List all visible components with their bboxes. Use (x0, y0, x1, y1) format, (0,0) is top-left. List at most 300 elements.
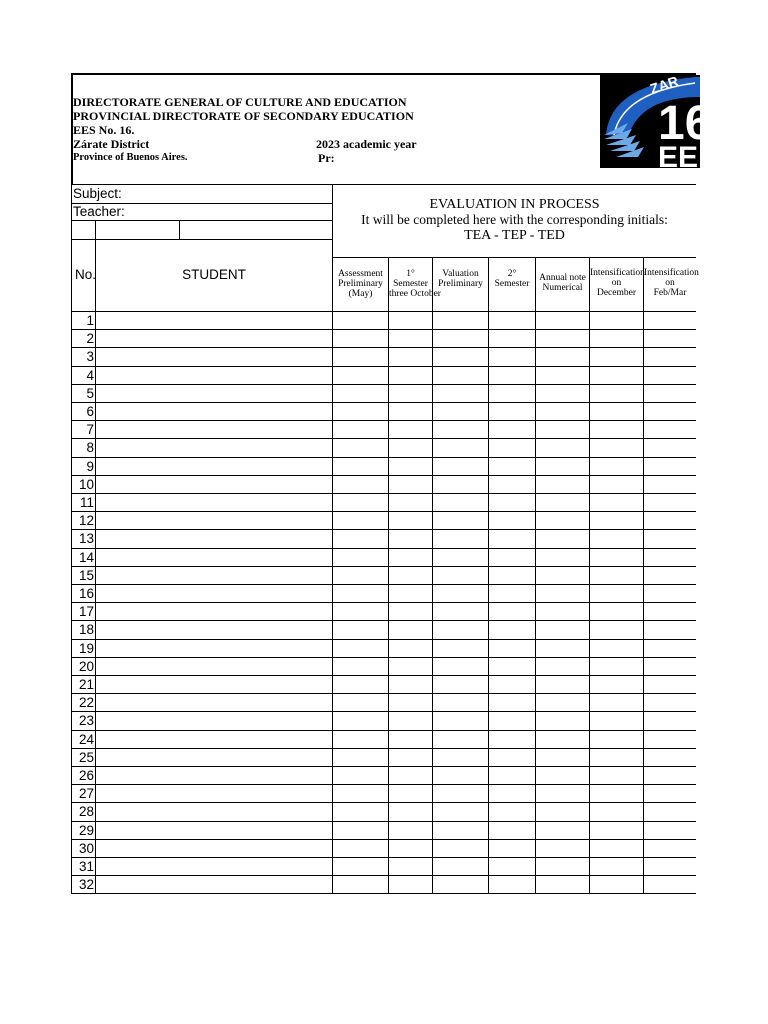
grade-cell[interactable] (535, 329, 589, 347)
grade-cell[interactable] (535, 548, 589, 566)
grade-cell[interactable] (388, 475, 432, 493)
table-row (71, 511, 696, 529)
student-name-cell[interactable] (95, 657, 332, 675)
grade-cell[interactable] (488, 784, 535, 802)
grade-cell[interactable] (488, 766, 535, 784)
grade-cell[interactable] (332, 347, 388, 365)
grade-cell[interactable] (432, 875, 488, 893)
grade-cell[interactable] (432, 384, 488, 402)
grade-cell[interactable] (643, 748, 696, 766)
grade-cell[interactable] (432, 821, 488, 839)
grade-cell[interactable] (589, 420, 643, 438)
grade-cell[interactable] (589, 584, 643, 602)
student-name-cell[interactable] (95, 857, 332, 875)
grade-cell[interactable] (332, 875, 388, 893)
grade-cell[interactable] (332, 457, 388, 475)
grade-cell[interactable] (488, 311, 535, 329)
grade-cell[interactable] (432, 802, 488, 820)
grade-cell[interactable] (388, 384, 432, 402)
grade-cell[interactable] (432, 675, 488, 693)
student-name-cell[interactable] (95, 457, 332, 475)
grade-cell[interactable] (332, 529, 388, 547)
row-number: 26 (71, 766, 95, 784)
grade-cell[interactable] (432, 438, 488, 456)
grade-cell[interactable] (488, 839, 535, 857)
grade-cell[interactable] (432, 857, 488, 875)
grade-cell[interactable] (332, 693, 388, 711)
grade-cell[interactable] (432, 748, 488, 766)
grade-cell[interactable] (488, 511, 535, 529)
grade-cell[interactable] (643, 384, 696, 402)
evaluation-subtitle: It will be completed here with the corresponding initials: (361, 212, 668, 227)
grade-cell[interactable] (535, 584, 589, 602)
grade-cell[interactable] (332, 329, 388, 347)
grade-cell[interactable] (643, 602, 696, 620)
row-number: 22 (71, 693, 95, 711)
student-name-cell[interactable] (95, 548, 332, 566)
grade-cell[interactable] (388, 766, 432, 784)
grade-cell[interactable] (535, 802, 589, 820)
grade-cell[interactable] (589, 438, 643, 456)
grade-cell[interactable] (589, 693, 643, 711)
grade-cell[interactable] (388, 493, 432, 511)
grade-cell[interactable] (589, 730, 643, 748)
grade-cell[interactable] (589, 802, 643, 820)
grade-cell[interactable] (388, 821, 432, 839)
grade-cell[interactable] (589, 511, 643, 529)
grade-cell[interactable] (332, 493, 388, 511)
grade-cell[interactable] (488, 748, 535, 766)
grade-cell[interactable] (589, 748, 643, 766)
grade-cell[interactable] (388, 347, 432, 365)
student-name-cell[interactable] (95, 748, 332, 766)
grade-cell[interactable] (535, 839, 589, 857)
grade-cell[interactable] (432, 620, 488, 638)
grade-cell[interactable] (388, 511, 432, 529)
grade-cell[interactable] (643, 584, 696, 602)
grade-cell[interactable] (643, 857, 696, 875)
grade-cell[interactable] (535, 821, 589, 839)
col-second-semester (488, 257, 535, 311)
grade-cell[interactable] (332, 639, 388, 657)
grade-cell[interactable] (432, 311, 488, 329)
student-name-cell[interactable] (95, 766, 332, 784)
evaluation-codes: TEA - TEP - TED (464, 228, 565, 243)
grade-cell[interactable] (432, 730, 488, 748)
grade-cell[interactable] (488, 584, 535, 602)
grade-cell[interactable] (643, 475, 696, 493)
grade-cell[interactable] (589, 566, 643, 584)
grade-cell[interactable] (535, 602, 589, 620)
student-name-cell[interactable] (95, 784, 332, 802)
grade-cell[interactable] (388, 438, 432, 456)
grade-cell[interactable] (388, 857, 432, 875)
grade-cell[interactable] (589, 457, 643, 475)
col-preliminary-valuation (432, 257, 488, 311)
grade-cell[interactable] (535, 347, 589, 365)
student-header: STUDENT (182, 267, 246, 282)
student-name-cell[interactable] (95, 839, 332, 857)
grade-cell[interactable] (332, 784, 388, 802)
grade-cell[interactable] (432, 420, 488, 438)
row-number: 25 (71, 748, 95, 766)
grade-cell[interactable] (388, 711, 432, 729)
grade-cell[interactable] (535, 748, 589, 766)
grade-cell[interactable] (643, 511, 696, 529)
teacher-cell[interactable] (71, 203, 332, 220)
row-number: 27 (71, 784, 95, 802)
grade-cell[interactable] (388, 311, 432, 329)
grade-cell[interactable] (589, 766, 643, 784)
grade-cell[interactable] (643, 311, 696, 329)
grade-cell[interactable] (643, 657, 696, 675)
grade-cell[interactable] (388, 748, 432, 766)
grade-cell[interactable] (432, 766, 488, 784)
grade-cell[interactable] (432, 602, 488, 620)
grade-cell[interactable] (535, 384, 589, 402)
grade-cell[interactable] (535, 566, 589, 584)
grade-cell[interactable] (535, 475, 589, 493)
grade-cell[interactable] (432, 711, 488, 729)
grade-cell[interactable] (643, 675, 696, 693)
header-line-directorate-general: DIRECTORATE GENERAL OF CULTURE AND EDUCATION (73, 95, 407, 109)
grade-cell[interactable] (488, 366, 535, 384)
grade-cell[interactable] (488, 529, 535, 547)
svg-text:ZAR: ZAR (647, 72, 681, 97)
grade-cell[interactable] (388, 366, 432, 384)
no-header-cell (71, 239, 95, 311)
grade-cell[interactable] (535, 875, 589, 893)
row-number: 13 (71, 529, 95, 547)
student-name-cell[interactable] (95, 311, 332, 329)
header-line-district: Zárate District (73, 137, 150, 151)
table-row (71, 384, 696, 402)
student-name-cell[interactable] (95, 802, 332, 820)
grade-cell[interactable] (589, 875, 643, 893)
table-row (71, 657, 696, 675)
grade-cell[interactable] (388, 693, 432, 711)
student-name-cell[interactable] (95, 566, 332, 584)
blank-cell-1[interactable] (71, 220, 95, 239)
grade-cell[interactable] (388, 584, 432, 602)
student-name-cell[interactable] (95, 620, 332, 638)
grade-cell[interactable] (332, 584, 388, 602)
grade-cell[interactable] (432, 784, 488, 802)
grade-cell[interactable] (643, 821, 696, 839)
grade-cell[interactable] (589, 329, 643, 347)
col7-line2: on (665, 278, 675, 288)
grade-cell[interactable] (488, 711, 535, 729)
grade-cell[interactable] (388, 548, 432, 566)
grade-cell[interactable] (332, 420, 388, 438)
grade-cell[interactable] (589, 493, 643, 511)
grade-cell[interactable] (432, 366, 488, 384)
grade-cell[interactable] (488, 475, 535, 493)
grade-cell[interactable] (535, 766, 589, 784)
grade-cell[interactable] (388, 657, 432, 675)
subject-label: Subject: (73, 186, 122, 201)
grade-cell[interactable] (643, 620, 696, 638)
grade-cell[interactable] (432, 693, 488, 711)
grade-cell[interactable] (388, 675, 432, 693)
grade-cell[interactable] (643, 711, 696, 729)
grade-cell[interactable] (589, 839, 643, 857)
grade-cell[interactable] (332, 620, 388, 638)
grade-cell[interactable] (388, 566, 432, 584)
grade-cell[interactable] (643, 493, 696, 511)
grade-cell[interactable] (432, 566, 488, 584)
col5-line1: Annual note (539, 273, 586, 283)
grade-cell[interactable] (589, 639, 643, 657)
student-name-cell[interactable] (95, 675, 332, 693)
grade-cell[interactable] (643, 639, 696, 657)
grade-cell[interactable] (488, 438, 535, 456)
grade-cell[interactable] (332, 711, 388, 729)
grade-cell[interactable] (535, 493, 589, 511)
grade-cell[interactable] (643, 420, 696, 438)
col-intensification-febmar (643, 257, 699, 311)
student-name-cell[interactable] (95, 875, 332, 893)
col6-line3: December (596, 288, 637, 298)
student-name-cell[interactable] (95, 511, 332, 529)
grade-cell[interactable] (332, 675, 388, 693)
grade-cell[interactable] (432, 548, 488, 566)
grade-cell[interactable] (643, 347, 696, 365)
grade-cell[interactable] (589, 711, 643, 729)
grade-cell[interactable] (432, 347, 488, 365)
blank-cell-3[interactable] (179, 220, 332, 239)
grade-cell[interactable] (332, 766, 388, 784)
student-name-cell[interactable] (95, 639, 332, 657)
grade-cell[interactable] (488, 620, 535, 638)
grade-cell[interactable] (488, 602, 535, 620)
grade-cell[interactable] (643, 548, 696, 566)
grade-cell[interactable] (488, 402, 535, 420)
grade-cell[interactable] (332, 384, 388, 402)
grade-cell[interactable] (589, 384, 643, 402)
grade-cell[interactable] (643, 802, 696, 820)
grade-cell[interactable] (432, 839, 488, 857)
grade-cell[interactable] (535, 529, 589, 547)
table-row (71, 857, 696, 875)
grade-cell[interactable] (535, 639, 589, 657)
grade-cell[interactable] (388, 529, 432, 547)
grade-cell[interactable] (589, 347, 643, 365)
grade-cell[interactable] (488, 693, 535, 711)
student-name-cell[interactable] (95, 693, 332, 711)
grade-cell[interactable] (332, 311, 388, 329)
grade-cell[interactable] (388, 420, 432, 438)
grade-cell[interactable] (535, 657, 589, 675)
grade-cell[interactable] (388, 402, 432, 420)
grade-cell[interactable] (332, 566, 388, 584)
student-name-cell[interactable] (95, 420, 332, 438)
grade-cell[interactable] (332, 839, 388, 857)
grade-cell[interactable] (332, 366, 388, 384)
grade-cell[interactable] (432, 639, 488, 657)
grade-cell[interactable] (332, 602, 388, 620)
col5-line2: Numerical (542, 283, 583, 293)
grade-cell[interactable] (643, 766, 696, 784)
grade-cell[interactable] (535, 730, 589, 748)
grade-cell[interactable] (643, 529, 696, 547)
grade-cell[interactable] (643, 566, 696, 584)
grade-cell[interactable] (589, 402, 643, 420)
grade-cell[interactable] (488, 420, 535, 438)
grade-cell[interactable] (643, 402, 696, 420)
grade-cell[interactable] (432, 329, 488, 347)
academic-year: 2023 academic year (316, 137, 417, 151)
grade-cell[interactable] (332, 857, 388, 875)
grade-cell[interactable] (488, 566, 535, 584)
grade-cell[interactable] (332, 821, 388, 839)
student-name-cell[interactable] (95, 329, 332, 347)
grade-cell[interactable] (643, 839, 696, 857)
grade-cell[interactable] (589, 475, 643, 493)
table-row (71, 311, 696, 329)
grade-cell[interactable] (535, 857, 589, 875)
table-row (71, 475, 696, 493)
grade-cell[interactable] (488, 875, 535, 893)
grade-cell[interactable] (488, 493, 535, 511)
grade-cell[interactable] (332, 657, 388, 675)
grade-cell[interactable] (388, 457, 432, 475)
grade-cell[interactable] (332, 438, 388, 456)
col1-line3: (May) (348, 289, 373, 299)
grade-cell[interactable] (643, 693, 696, 711)
grade-cell[interactable] (535, 675, 589, 693)
grade-cell[interactable] (488, 802, 535, 820)
grade-cell[interactable] (535, 784, 589, 802)
table-row (71, 584, 696, 602)
grade-cell[interactable] (589, 857, 643, 875)
grade-cell[interactable] (535, 693, 589, 711)
grade-cell[interactable] (589, 602, 643, 620)
grade-cell[interactable] (643, 366, 696, 384)
grade-cell[interactable] (589, 311, 643, 329)
grade-cell[interactable] (535, 711, 589, 729)
table-row (71, 693, 696, 711)
grade-cell[interactable] (488, 347, 535, 365)
grade-cell[interactable] (432, 529, 488, 547)
grade-cell[interactable] (589, 784, 643, 802)
grade-cell[interactable] (388, 730, 432, 748)
grade-cell[interactable] (535, 438, 589, 456)
grade-cell[interactable] (488, 384, 535, 402)
grade-cell[interactable] (643, 875, 696, 893)
grade-cell[interactable] (488, 675, 535, 693)
grade-cell[interactable] (332, 475, 388, 493)
grade-cell[interactable] (432, 402, 488, 420)
evaluation-in-process-box (332, 184, 696, 257)
grade-cell[interactable] (332, 402, 388, 420)
row-number: 4 (71, 366, 95, 384)
grade-cell[interactable] (535, 511, 589, 529)
grade-cell[interactable] (332, 802, 388, 820)
svg-text:16: 16 (658, 97, 712, 150)
grade-cell[interactable] (488, 657, 535, 675)
student-name-cell[interactable] (95, 347, 332, 365)
student-name-cell[interactable] (95, 493, 332, 511)
grade-cell[interactable] (589, 821, 643, 839)
grade-cell[interactable] (535, 402, 589, 420)
grade-cell[interactable] (643, 438, 696, 456)
grade-cell[interactable] (535, 366, 589, 384)
grade-cell[interactable] (332, 748, 388, 766)
grade-cell[interactable] (643, 457, 696, 475)
grade-cell[interactable] (388, 839, 432, 857)
table-row (71, 438, 696, 456)
grade-cell[interactable] (535, 420, 589, 438)
student-name-cell[interactable] (95, 711, 332, 729)
subject-cell[interactable] (71, 184, 332, 203)
grade-cell[interactable] (589, 366, 643, 384)
grade-cell[interactable] (388, 784, 432, 802)
grade-cell[interactable] (388, 620, 432, 638)
grade-cell[interactable] (432, 657, 488, 675)
grade-cell[interactable] (332, 548, 388, 566)
row-number: 24 (71, 730, 95, 748)
student-name-cell[interactable] (95, 402, 332, 420)
student-name-cell[interactable] (95, 384, 332, 402)
student-name-cell[interactable] (95, 584, 332, 602)
grade-cell[interactable] (388, 329, 432, 347)
grade-cell[interactable] (589, 529, 643, 547)
student-name-cell[interactable] (95, 730, 332, 748)
grade-cell[interactable] (488, 457, 535, 475)
grade-cell[interactable] (432, 511, 488, 529)
grade-cell[interactable] (332, 730, 388, 748)
student-name-cell[interactable] (95, 529, 332, 547)
grade-cell[interactable] (488, 821, 535, 839)
blank-cell-2[interactable] (95, 220, 179, 239)
table-row (71, 766, 696, 784)
grade-cell[interactable] (535, 311, 589, 329)
grade-cell[interactable] (432, 457, 488, 475)
grade-cell[interactable] (488, 329, 535, 347)
pr-label: Pr: (318, 151, 335, 165)
grade-cell[interactable] (643, 329, 696, 347)
grade-cell[interactable] (643, 784, 696, 802)
grade-cell[interactable] (589, 548, 643, 566)
student-name-cell[interactable] (95, 366, 332, 384)
grade-cell[interactable] (589, 657, 643, 675)
grade-cell[interactable] (432, 475, 488, 493)
grade-cell[interactable] (388, 875, 432, 893)
grade-cell[interactable] (589, 675, 643, 693)
table-row (71, 602, 696, 620)
student-name-cell[interactable] (95, 438, 332, 456)
grade-cell[interactable] (488, 857, 535, 875)
grade-cell[interactable] (432, 584, 488, 602)
grade-cell[interactable] (589, 620, 643, 638)
student-name-cell[interactable] (95, 821, 332, 839)
grade-cell[interactable] (488, 548, 535, 566)
grade-cell[interactable] (388, 802, 432, 820)
grade-cell[interactable] (388, 639, 432, 657)
grade-cell[interactable] (388, 602, 432, 620)
grade-cell[interactable] (535, 457, 589, 475)
student-name-cell[interactable] (95, 602, 332, 620)
grade-cell[interactable] (643, 730, 696, 748)
grade-cell[interactable] (488, 730, 535, 748)
student-name-cell[interactable] (95, 475, 332, 493)
header-line-school: EES No. 16. (73, 123, 135, 137)
grade-cell[interactable] (535, 620, 589, 638)
grade-cell[interactable] (432, 493, 488, 511)
grade-cell[interactable] (488, 639, 535, 657)
grade-cell[interactable] (332, 511, 388, 529)
